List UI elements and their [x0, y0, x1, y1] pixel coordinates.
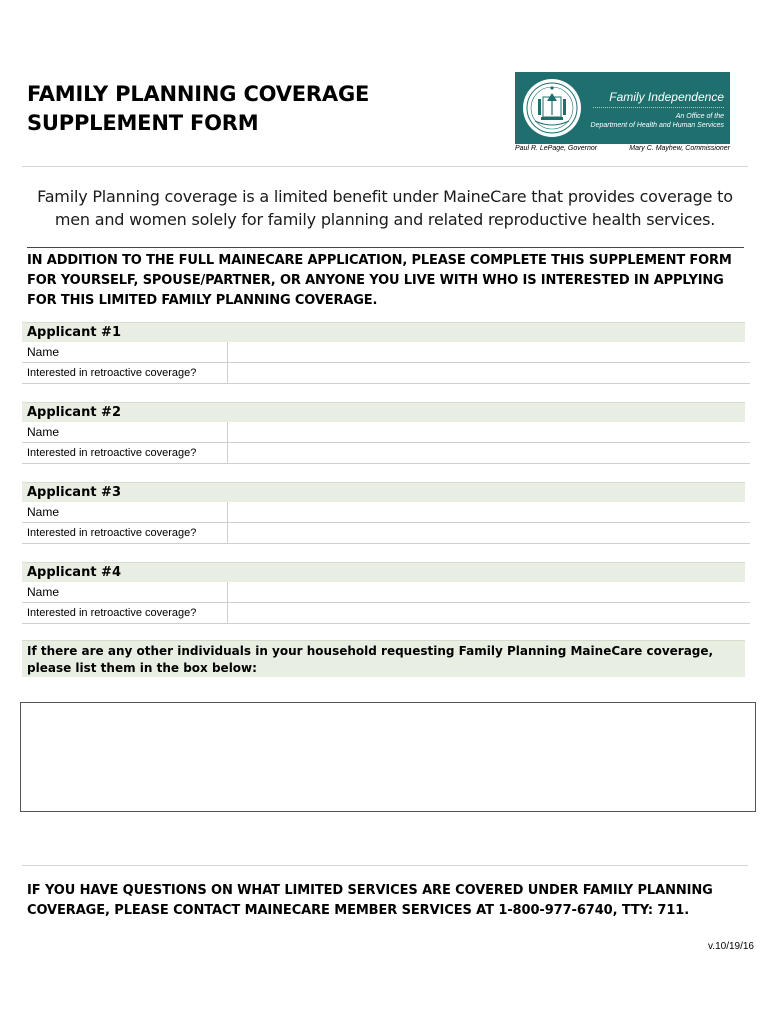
- retro-row: [22, 603, 750, 624]
- applicant-heading: Applicant #3: [22, 482, 745, 502]
- name-field[interactable]: [228, 582, 750, 602]
- header-divider: [22, 166, 748, 167]
- instructions-text: IN ADDITION TO THE FULL MAINECARE APPLICATION, PLEASE COMPLETE THIS SUPPLEMENT FORM FOR YOURSELF, SPOUSE/PARTNER, OR ANYONE YOU LIVE WITH WHO IS INTERESTED IN APPLYING FOR THIS LIMITED FAMILY PLANNING COVERAGE.: [27, 253, 732, 308]
- retro-label: Interested in retroactive coverage?: [22, 443, 228, 463]
- name-field[interactable]: [228, 422, 750, 442]
- contact-notice: IF YOU HAVE QUESTIONS ON WHAT LIMITED SERVICES ARE COVERED UNDER FAMILY PLANNING COVERAGE, PLEASE CONTACT MAINECARE MEMBER SERVICES AT 1-800-977-6740, TTY: 711.: [27, 883, 713, 918]
- applicant-heading: Applicant #4: [22, 562, 745, 582]
- instructions-rule: [27, 247, 744, 248]
- name-label: Name: [22, 342, 228, 362]
- name-field[interactable]: [228, 342, 750, 362]
- title-line-2: SUPPLEMENT FORM: [27, 111, 259, 135]
- maine-state-seal-icon: [521, 77, 583, 139]
- applicant-heading: Applicant #1: [22, 322, 745, 342]
- dhhs-logo: [515, 72, 730, 144]
- logo-office: An Office of the Department of Health and Human Services: [590, 113, 724, 129]
- name-label: Name: [22, 422, 228, 442]
- name-label: Name: [22, 502, 228, 522]
- retro-label: Interested in retroactive coverage?: [22, 603, 228, 623]
- form-version: v.10/19/16: [708, 941, 754, 952]
- retro-row: [22, 523, 750, 544]
- form-title: [27, 80, 369, 138]
- applicant-heading: Applicant #2: [22, 402, 745, 422]
- applicant-section-4: [22, 562, 750, 624]
- commissioner-name: Mary C. Mayhew, Commissioner: [629, 145, 730, 152]
- name-row: [22, 502, 750, 523]
- applicant-section-1: [22, 322, 750, 384]
- logo-divider: [593, 107, 724, 108]
- title-line-1: FAMILY PLANNING COVERAGE: [27, 82, 370, 106]
- retro-field[interactable]: [228, 523, 750, 543]
- governor-name: Paul R. LePage, Governor: [515, 145, 598, 152]
- other-individuals-prompt: If there are any other individuals in your household requesting Family Planning MaineCare coverage, please list them in the box below:: [22, 640, 745, 677]
- name-label: Name: [22, 582, 228, 602]
- retro-row: [22, 443, 750, 464]
- retro-label: Interested in retroactive coverage?: [22, 523, 228, 543]
- retro-field[interactable]: [228, 443, 750, 463]
- other-individuals-field[interactable]: [20, 702, 756, 812]
- name-row: [22, 342, 750, 363]
- retro-field[interactable]: [228, 603, 750, 623]
- name-row: [22, 422, 750, 443]
- footer-divider: [22, 865, 748, 866]
- applicant-section-3: [22, 482, 750, 544]
- retro-label: Interested in retroactive coverage?: [22, 363, 228, 383]
- retro-row: [22, 363, 750, 384]
- logo-brand: Family Independence: [609, 90, 724, 104]
- name-field[interactable]: [228, 502, 750, 522]
- officials-line: [515, 145, 730, 152]
- retro-field[interactable]: [228, 363, 750, 383]
- name-row: [22, 582, 750, 603]
- intro-text: Family Planning coverage is a limited benefit under MaineCare that provides coverage to men and women solely for family planning and related reproductive health services.: [37, 187, 733, 229]
- applicant-section-2: [22, 402, 750, 464]
